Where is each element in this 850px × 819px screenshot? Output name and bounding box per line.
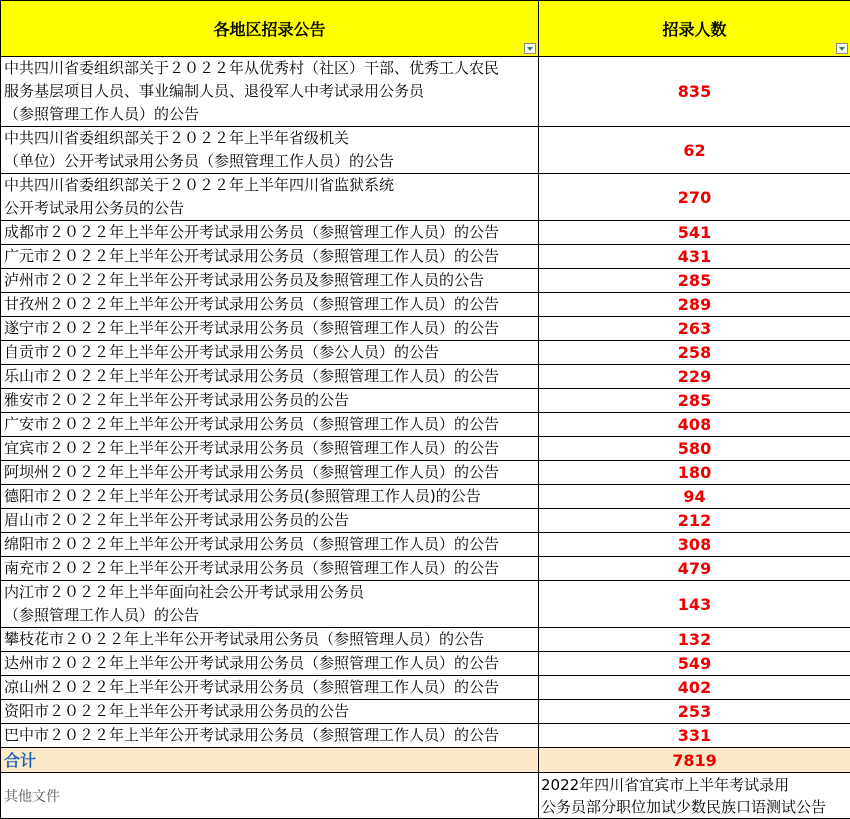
table-row (1, 127, 850, 174)
recruit-count-cell[interactable]: 431 (539, 245, 850, 269)
recruit-count-cell[interactable]: 285 (539, 389, 850, 413)
notice-title-cell[interactable] (1, 557, 539, 581)
other-file-line: 2022年四川省宜宾市上半年考试录用 (541, 774, 850, 796)
notice-title-cell[interactable] (1, 174, 539, 221)
notice-title-line: 宜宾市２０２２年上半年公开考试录用公务员（参照管理工作人员）的公告 (4, 437, 535, 460)
notice-title-cell[interactable] (1, 127, 539, 174)
recruit-count-cell[interactable]: 308 (539, 533, 850, 557)
notice-title-line: （单位）公开考试录用公务员（参照管理工作人员）的公告 (4, 150, 535, 173)
table-row (1, 628, 850, 652)
recruit-count-cell[interactable]: 62 (539, 127, 850, 174)
recruit-count-cell[interactable]: 541 (539, 221, 850, 245)
notice-title-line: 公开考试录用公务员的公告 (4, 197, 535, 220)
notice-title-line: 甘孜州２０２２年上半年公开考试录用公务员（参照管理工作人员）的公告 (4, 293, 535, 316)
table-row (1, 413, 850, 437)
table-row (1, 676, 850, 700)
table-row (1, 221, 850, 245)
recruit-count-cell[interactable]: 331 (539, 724, 850, 748)
recruit-count-cell[interactable]: 229 (539, 365, 850, 389)
table-row (1, 461, 850, 485)
table-row (1, 341, 850, 365)
recruit-count-cell[interactable]: 253 (539, 700, 850, 724)
notice-title-line: （参照管理工作人员）的公告 (4, 604, 535, 627)
notice-title-cell[interactable] (1, 461, 539, 485)
notice-title-cell[interactable] (1, 57, 539, 127)
header-region-notice-label: 各地区招录公告 (213, 20, 325, 39)
recruit-count-cell[interactable]: 258 (539, 341, 850, 365)
recruit-count-cell[interactable]: 180 (539, 461, 850, 485)
notice-title-cell[interactable] (1, 221, 539, 245)
other-files-label[interactable]: 其他文件 (1, 773, 539, 819)
recruit-count-cell[interactable]: 94 (539, 485, 850, 509)
recruit-count-cell[interactable]: 143 (539, 581, 850, 628)
total-label[interactable]: 合计 (1, 748, 539, 773)
notice-title-cell[interactable] (1, 485, 539, 509)
notice-title-cell[interactable] (1, 437, 539, 461)
recruit-count-cell[interactable]: 270 (539, 174, 850, 221)
total-count[interactable]: 7819 (539, 748, 850, 773)
notice-title-line: 中共四川省委组织部关于２０２２年上半年省级机关 (4, 127, 535, 150)
notice-title-line: 成都市２０２２年上半年公开考试录用公务员（参照管理工作人员）的公告 (4, 221, 535, 244)
recruit-count-cell[interactable]: 289 (539, 293, 850, 317)
notice-title-cell[interactable] (1, 413, 539, 437)
notice-title-line: 乐山市２０２２年上半年公开考试录用公务员（参照管理工作人员）的公告 (4, 365, 535, 388)
notice-title-line: 雅安市２０２２年上半年公开考试录用公务员的公告 (4, 389, 535, 412)
header-recruit-count-label: 招录人数 (662, 20, 726, 39)
notice-title-line: （参照管理工作人员）的公告 (4, 103, 535, 126)
notice-title-line: 内江市２０２２年上半年面向社会公开考试录用公务员 (4, 581, 535, 604)
other-files-row (1, 773, 850, 819)
table-row (1, 557, 850, 581)
recruit-count-cell[interactable]: 580 (539, 437, 850, 461)
notice-title-line: 绵阳市２０２２年上半年公开考试录用公务员（参照管理工作人员）的公告 (4, 533, 535, 556)
table-body (1, 57, 850, 748)
notice-title-line: 攀枝花市２０２２年上半年公开考试录用公务员（参照管理人员）的公告 (4, 628, 535, 651)
notice-title-cell[interactable] (1, 700, 539, 724)
recruit-count-cell[interactable]: 835 (539, 57, 850, 127)
notice-title-line: 阿坝州２０２２年上半年公开考试录用公务员（参照管理工作人员）的公告 (4, 461, 535, 484)
table-row (1, 269, 850, 293)
recruit-count-cell[interactable]: 408 (539, 413, 850, 437)
table-row (1, 245, 850, 269)
notice-title-cell[interactable] (1, 533, 539, 557)
notice-title-cell[interactable] (1, 245, 539, 269)
notice-title-cell[interactable] (1, 269, 539, 293)
total-row (1, 748, 850, 773)
notice-title-line: 泸州市２０２２年上半年公开考试录用公务员及参照管理工作人员的公告 (4, 269, 535, 292)
other-file-line: 公务员部分职位加试少数民族口语测试公告 (541, 796, 850, 818)
notice-title-cell[interactable] (1, 341, 539, 365)
notice-title-cell[interactable] (1, 724, 539, 748)
table-row (1, 317, 850, 341)
table-row (1, 485, 850, 509)
recruit-count-cell[interactable]: 212 (539, 509, 850, 533)
header-region-notice (1, 1, 539, 57)
other-file-link[interactable] (539, 773, 850, 819)
table-row (1, 174, 850, 221)
notice-title-line: 资阳市２０２２年上半年公开考试录用公务员的公告 (4, 700, 535, 723)
header-recruit-count (539, 1, 850, 57)
notice-title-line: 凉山州２０２２年上半年公开考试录用公务员（参照管理工作人员）的公告 (4, 676, 535, 699)
recruit-count-cell[interactable]: 285 (539, 269, 850, 293)
notice-title-line: 中共四川省委组织部关于２０２２年从优秀村（社区）干部、优秀工人农民 (4, 57, 535, 80)
table-row (1, 437, 850, 461)
table-row (1, 652, 850, 676)
table-row (1, 57, 850, 127)
notice-title-cell[interactable] (1, 581, 539, 628)
notice-title-line: 广安市２０２２年上半年公开考试录用公务员（参照管理工作人员）的公告 (4, 413, 535, 436)
notice-title-cell[interactable] (1, 317, 539, 341)
notice-title-cell[interactable] (1, 365, 539, 389)
notice-title-line: 巴中市２０２２年上半年公开考试录用公务员（参照管理工作人员）的公告 (4, 724, 535, 747)
notice-title-line: 南充市２０２２年上半年公开考试录用公务员（参照管理工作人员）的公告 (4, 557, 535, 580)
table-row (1, 389, 850, 413)
notice-title-line: 服务基层项目人员、事业编制人员、退役军人中考试录用公务员 (4, 80, 535, 103)
table-row (1, 293, 850, 317)
notice-title-line: 眉山市２０２２年上半年公开考试录用公务员的公告 (4, 509, 535, 532)
notice-title-cell[interactable] (1, 676, 539, 700)
notice-title-cell[interactable] (1, 389, 539, 413)
notice-title-line: 遂宁市２０２２年上半年公开考试录用公务员（参照管理工作人员）的公告 (4, 317, 535, 340)
recruit-count-cell[interactable]: 132 (539, 628, 850, 652)
notice-title-line: 德阳市２０２２年上半年公开考试录用公务员(参照管理工作人员)的公告 (4, 485, 535, 508)
notice-title-cell[interactable] (1, 652, 539, 676)
notice-title-line: 中共四川省委组织部关于２０２２年上半年四川省监狱系统 (4, 174, 535, 197)
recruit-count-cell[interactable]: 402 (539, 676, 850, 700)
recruit-count-cell[interactable]: 549 (539, 652, 850, 676)
table-row (1, 533, 850, 557)
filter-dropdown-icon[interactable] (836, 43, 848, 54)
notice-title-line: 广元市２０２２年上半年公开考试录用公务员（参照管理工作人员）的公告 (4, 245, 535, 268)
recruit-count-cell[interactable]: 479 (539, 557, 850, 581)
filter-dropdown-icon[interactable] (524, 43, 536, 54)
table-row (1, 724, 850, 748)
notice-title-cell[interactable] (1, 628, 539, 652)
notice-title-line: 达州市２０２２年上半年公开考试录用公务员（参照管理工作人员）的公告 (4, 652, 535, 675)
table-row (1, 581, 850, 628)
table-row (1, 700, 850, 724)
table-row (1, 509, 850, 533)
notice-title-line: 自贡市２０２２年上半年公开考试录用公务员（参公人员）的公告 (4, 341, 535, 364)
recruit-count-cell[interactable]: 263 (539, 317, 850, 341)
notice-title-cell[interactable] (1, 509, 539, 533)
table-row (1, 365, 850, 389)
notice-title-cell[interactable] (1, 293, 539, 317)
